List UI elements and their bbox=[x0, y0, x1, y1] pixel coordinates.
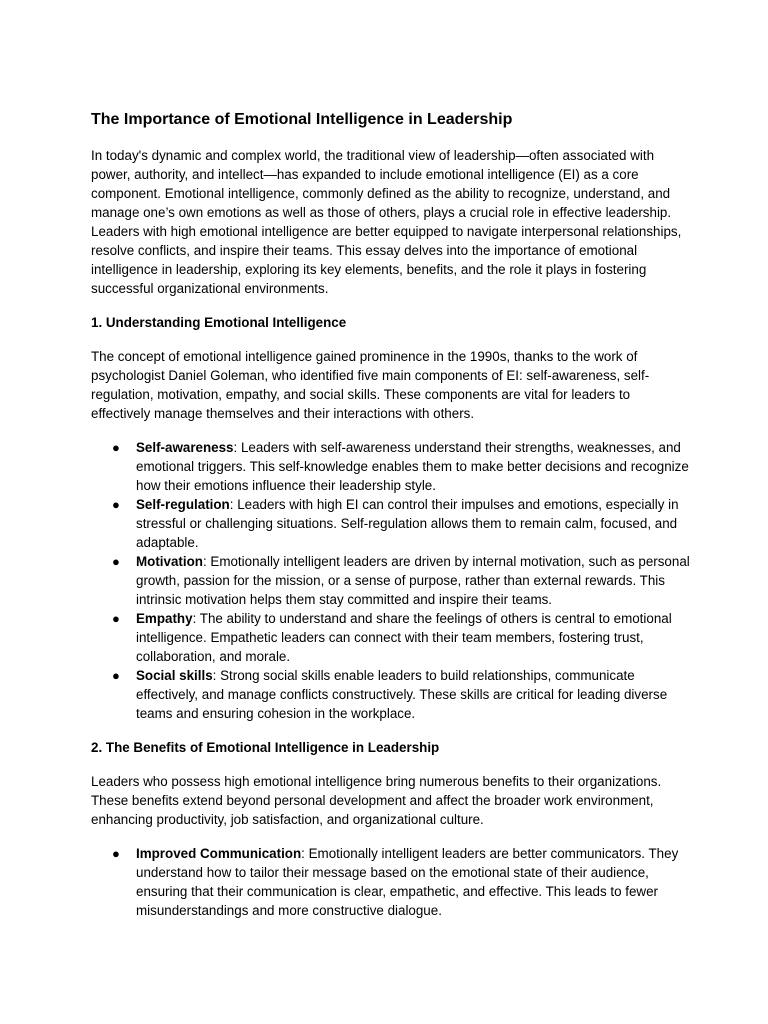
bullet-icon: ● bbox=[112, 554, 120, 569]
bullet-icon: ● bbox=[112, 497, 120, 512]
bullet-term: Self-regulation bbox=[136, 497, 230, 512]
bullet-text: : The ability to understand and share the feelings of others is central to emotional intelligence. Empathetic leaders can connect with their team members, fostering trust, collaboration, and morale. bbox=[136, 611, 672, 664]
bullet-term: Self-awareness bbox=[136, 440, 234, 455]
section-2-heading: 2. The Benefits of Emotional Intelligence in Leadership bbox=[91, 740, 440, 755]
section-1-heading: 1. Understanding Emotional Intelligence bbox=[91, 315, 347, 330]
bullet-icon: ● bbox=[112, 668, 120, 683]
section-1-paragraph: The concept of emotional intelligence gained prominence in the 1990s, thanks to the work of psychologist Daniel Goleman, who identified five main components of EI: self-awareness, self-regulation, motivation, empathy, and social skills. These components are vital for leaders to effectively manage themselves and their interactions with others. bbox=[91, 349, 650, 421]
bullet-term: Improved Communication bbox=[136, 846, 302, 861]
bullet-icon: ● bbox=[112, 846, 120, 861]
bullet-text: : Leaders with self-awareness understand their strengths, weaknesses, and emotional triggers. This self-knowledge enables them to make better decisions and recognize how their emotions influence their leadership style. bbox=[136, 440, 689, 493]
document-title: The Importance of Emotional Intelligence in Leadership bbox=[91, 111, 513, 128]
list-item bbox=[91, 609, 691, 666]
bullet-icon: ● bbox=[112, 440, 120, 455]
bullet-text: : Strong social skills enable leaders to build relationships, communicate effectively, and manage conflicts constructively. These skills are critical for leading diverse teams and ensuring cohesion in the workplace. bbox=[136, 668, 668, 721]
bullet-term: Empathy bbox=[136, 611, 193, 626]
section-1-bullet-list bbox=[91, 438, 691, 723]
bullet-text: : Emotionally intelligent leaders are better communicators. They understand how to tailor their message based on the emotional state of their audience, ensuring that their communication is clear, empathetic, and effective. This leads to fewer misunderstandings and more constructive dialogue. bbox=[136, 846, 679, 918]
document-page bbox=[91, 108, 691, 935]
section-2-paragraph: Leaders who possess high emotional intelligence bring numerous benefits to their organizations. These benefits extend beyond personal development and affect the broader work environment, enhancing productivity, job satisfaction, and organizational culture. bbox=[91, 774, 662, 827]
bullet-term: Motivation bbox=[136, 554, 203, 569]
section-2-bullet-list bbox=[91, 844, 691, 920]
list-item bbox=[91, 844, 691, 920]
intro-paragraph: In today's dynamic and complex world, the traditional view of leadership—often associated with power, authority, and intellect—has expanded to include emotional intelligence (EI) as a core component. Emotional intelligence, commonly defined as the ability to recognize, understand, and manage one’s own emotions as well as those of others, plays a crucial role in effective leadership. Leaders with high emotional intelligence are better equipped to navigate interpersonal relationships, resolve conflicts, and inspire their teams. This essay delves into the importance of emotional intelligence in leadership, exploring its key elements, benefits, and the role it plays in fostering successful organizational environments. bbox=[91, 148, 682, 296]
list-item bbox=[91, 438, 691, 495]
list-item bbox=[91, 552, 691, 609]
list-item bbox=[91, 666, 691, 723]
bullet-text: : Emotionally intelligent leaders are driven by internal motivation, such as personal growth, passion for the mission, or a sense of purpose, rather than external rewards. This intrinsic motivation helps them stay committed and inspire their teams. bbox=[136, 554, 690, 607]
bullet-icon: ● bbox=[112, 611, 120, 626]
list-item bbox=[91, 495, 691, 552]
bullet-text: : Leaders with high EI can control their impulses and emotions, especially in stressful or challenging situations. Self-regulation allows them to remain calm, focused, and adaptable. bbox=[136, 497, 679, 550]
bullet-term: Social skills bbox=[136, 668, 213, 683]
